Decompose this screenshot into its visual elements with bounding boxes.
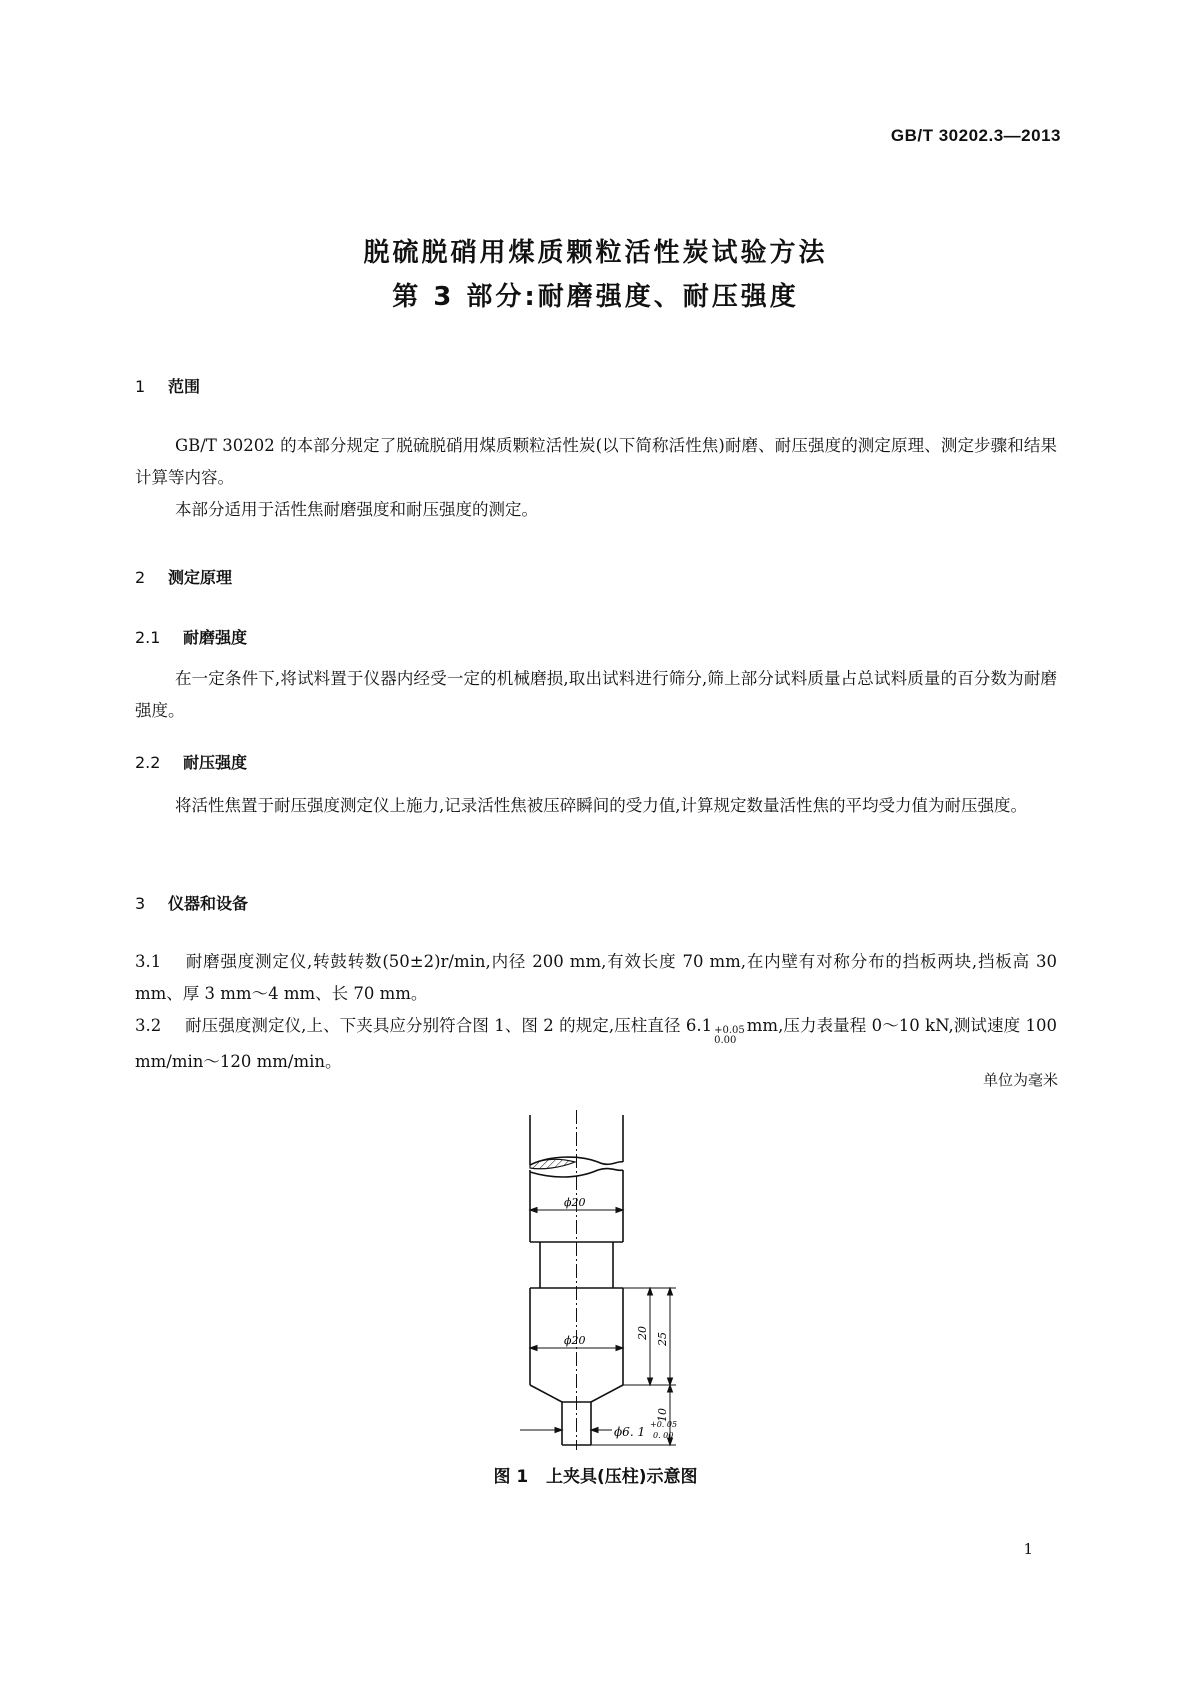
clause-number: 3.1 bbox=[135, 952, 162, 971]
clause-number: 3.2 bbox=[135, 1016, 162, 1035]
dim-phi20-mid: ϕ20 bbox=[564, 1334, 586, 1347]
section-2-heading bbox=[135, 565, 232, 588]
section-1-paragraph-2: 本部分适用于活性焦耐磨强度和耐压强度的测定。 bbox=[175, 500, 538, 519]
section-2-1-paragraph: 在一定条件下,将试料置于仪器内经受一定的机械磨损,取出试料进行筛分,筛上部分试料质量占总试料质量的百分数为耐磨强度。 bbox=[135, 669, 1057, 720]
section-1-paragraph-1: GB/T 30202 的本部分规定了脱硫脱硝用煤质颗粒活性炭(以下简称活性焦)耐磨、耐压强度的测定原理、测定步骤和结果计算等内容。 bbox=[135, 436, 1057, 487]
document-title-line1: 脱硫脱硝用煤质颗粒活性炭试验方法 bbox=[363, 238, 828, 268]
dim-phi6-1-lower: 0. 00 bbox=[653, 1431, 674, 1440]
section-number: 2.1 bbox=[135, 628, 161, 647]
clause-text: 耐磨强度测定仪,转鼓转数(50±2)r/min,内径 200 mm,有效长度 70 mm,在内壁有对称分布的挡板两块,挡板高 30 mm、厚 3 mm～4 mm、长 70 mm。 bbox=[135, 952, 1057, 1003]
section-title: 范围 bbox=[168, 377, 201, 396]
clause-3-2 bbox=[135, 1010, 1057, 1078]
clause-text-b: mm,压力表量程 0～10 kN,测试速度 100 mm/min～120 mm/min。 bbox=[135, 1016, 1057, 1071]
clause-text-a: 耐压强度测定仪,上、下夹具应分别符合图 1、图 2 的规定,压柱直径 6.1 bbox=[185, 1016, 713, 1035]
section-3-heading bbox=[135, 891, 248, 914]
section-2-2-heading bbox=[135, 750, 247, 773]
section-title: 耐压强度 bbox=[183, 753, 248, 772]
dim-20: 20 bbox=[636, 1326, 649, 1340]
standard-number: GB/T 30202.3—2013 bbox=[890, 126, 1061, 145]
figure-1-caption: 图 1 上夹具(压柱)示意图 bbox=[493, 1467, 698, 1487]
tolerance bbox=[714, 1026, 745, 1046]
section-1-heading bbox=[135, 374, 200, 397]
dim-phi6-1: ϕ6. 1 bbox=[614, 1425, 646, 1439]
section-number: 2 bbox=[135, 568, 146, 587]
section-title: 测定原理 bbox=[168, 568, 233, 587]
section-number: 1 bbox=[135, 377, 146, 396]
section-title: 耐磨强度 bbox=[183, 628, 248, 647]
section-number: 2.2 bbox=[135, 753, 161, 772]
dim-phi20-top: ϕ20 bbox=[564, 1196, 586, 1209]
tolerance-lower: 0.00 bbox=[714, 1035, 737, 1046]
dim-phi6-1-upper: +0. 05 bbox=[650, 1420, 678, 1429]
section-2-1-heading bbox=[135, 625, 247, 648]
document-title-line2: 第 3 部分:耐磨强度、耐压强度 bbox=[392, 282, 799, 312]
figure-1-drawing bbox=[520, 1110, 700, 1450]
section-2-2-paragraph: 将活性焦置于耐压强度测定仪上施力,记录活性焦被压碎瞬间的受力值,计算规定数量活性焦的平均受力值为耐压强度。 bbox=[175, 796, 1027, 815]
section-title: 仪器和设备 bbox=[168, 894, 249, 913]
section-number: 3 bbox=[135, 894, 146, 913]
page-number: 1 bbox=[1023, 1540, 1033, 1558]
unit-note: 单位为毫米 bbox=[982, 1071, 1058, 1089]
clause-3-1 bbox=[135, 946, 1057, 1010]
tolerance-upper: +0.05 bbox=[714, 1025, 745, 1036]
dim-10: 10 bbox=[656, 1408, 669, 1422]
dim-25: 25 bbox=[656, 1332, 669, 1346]
